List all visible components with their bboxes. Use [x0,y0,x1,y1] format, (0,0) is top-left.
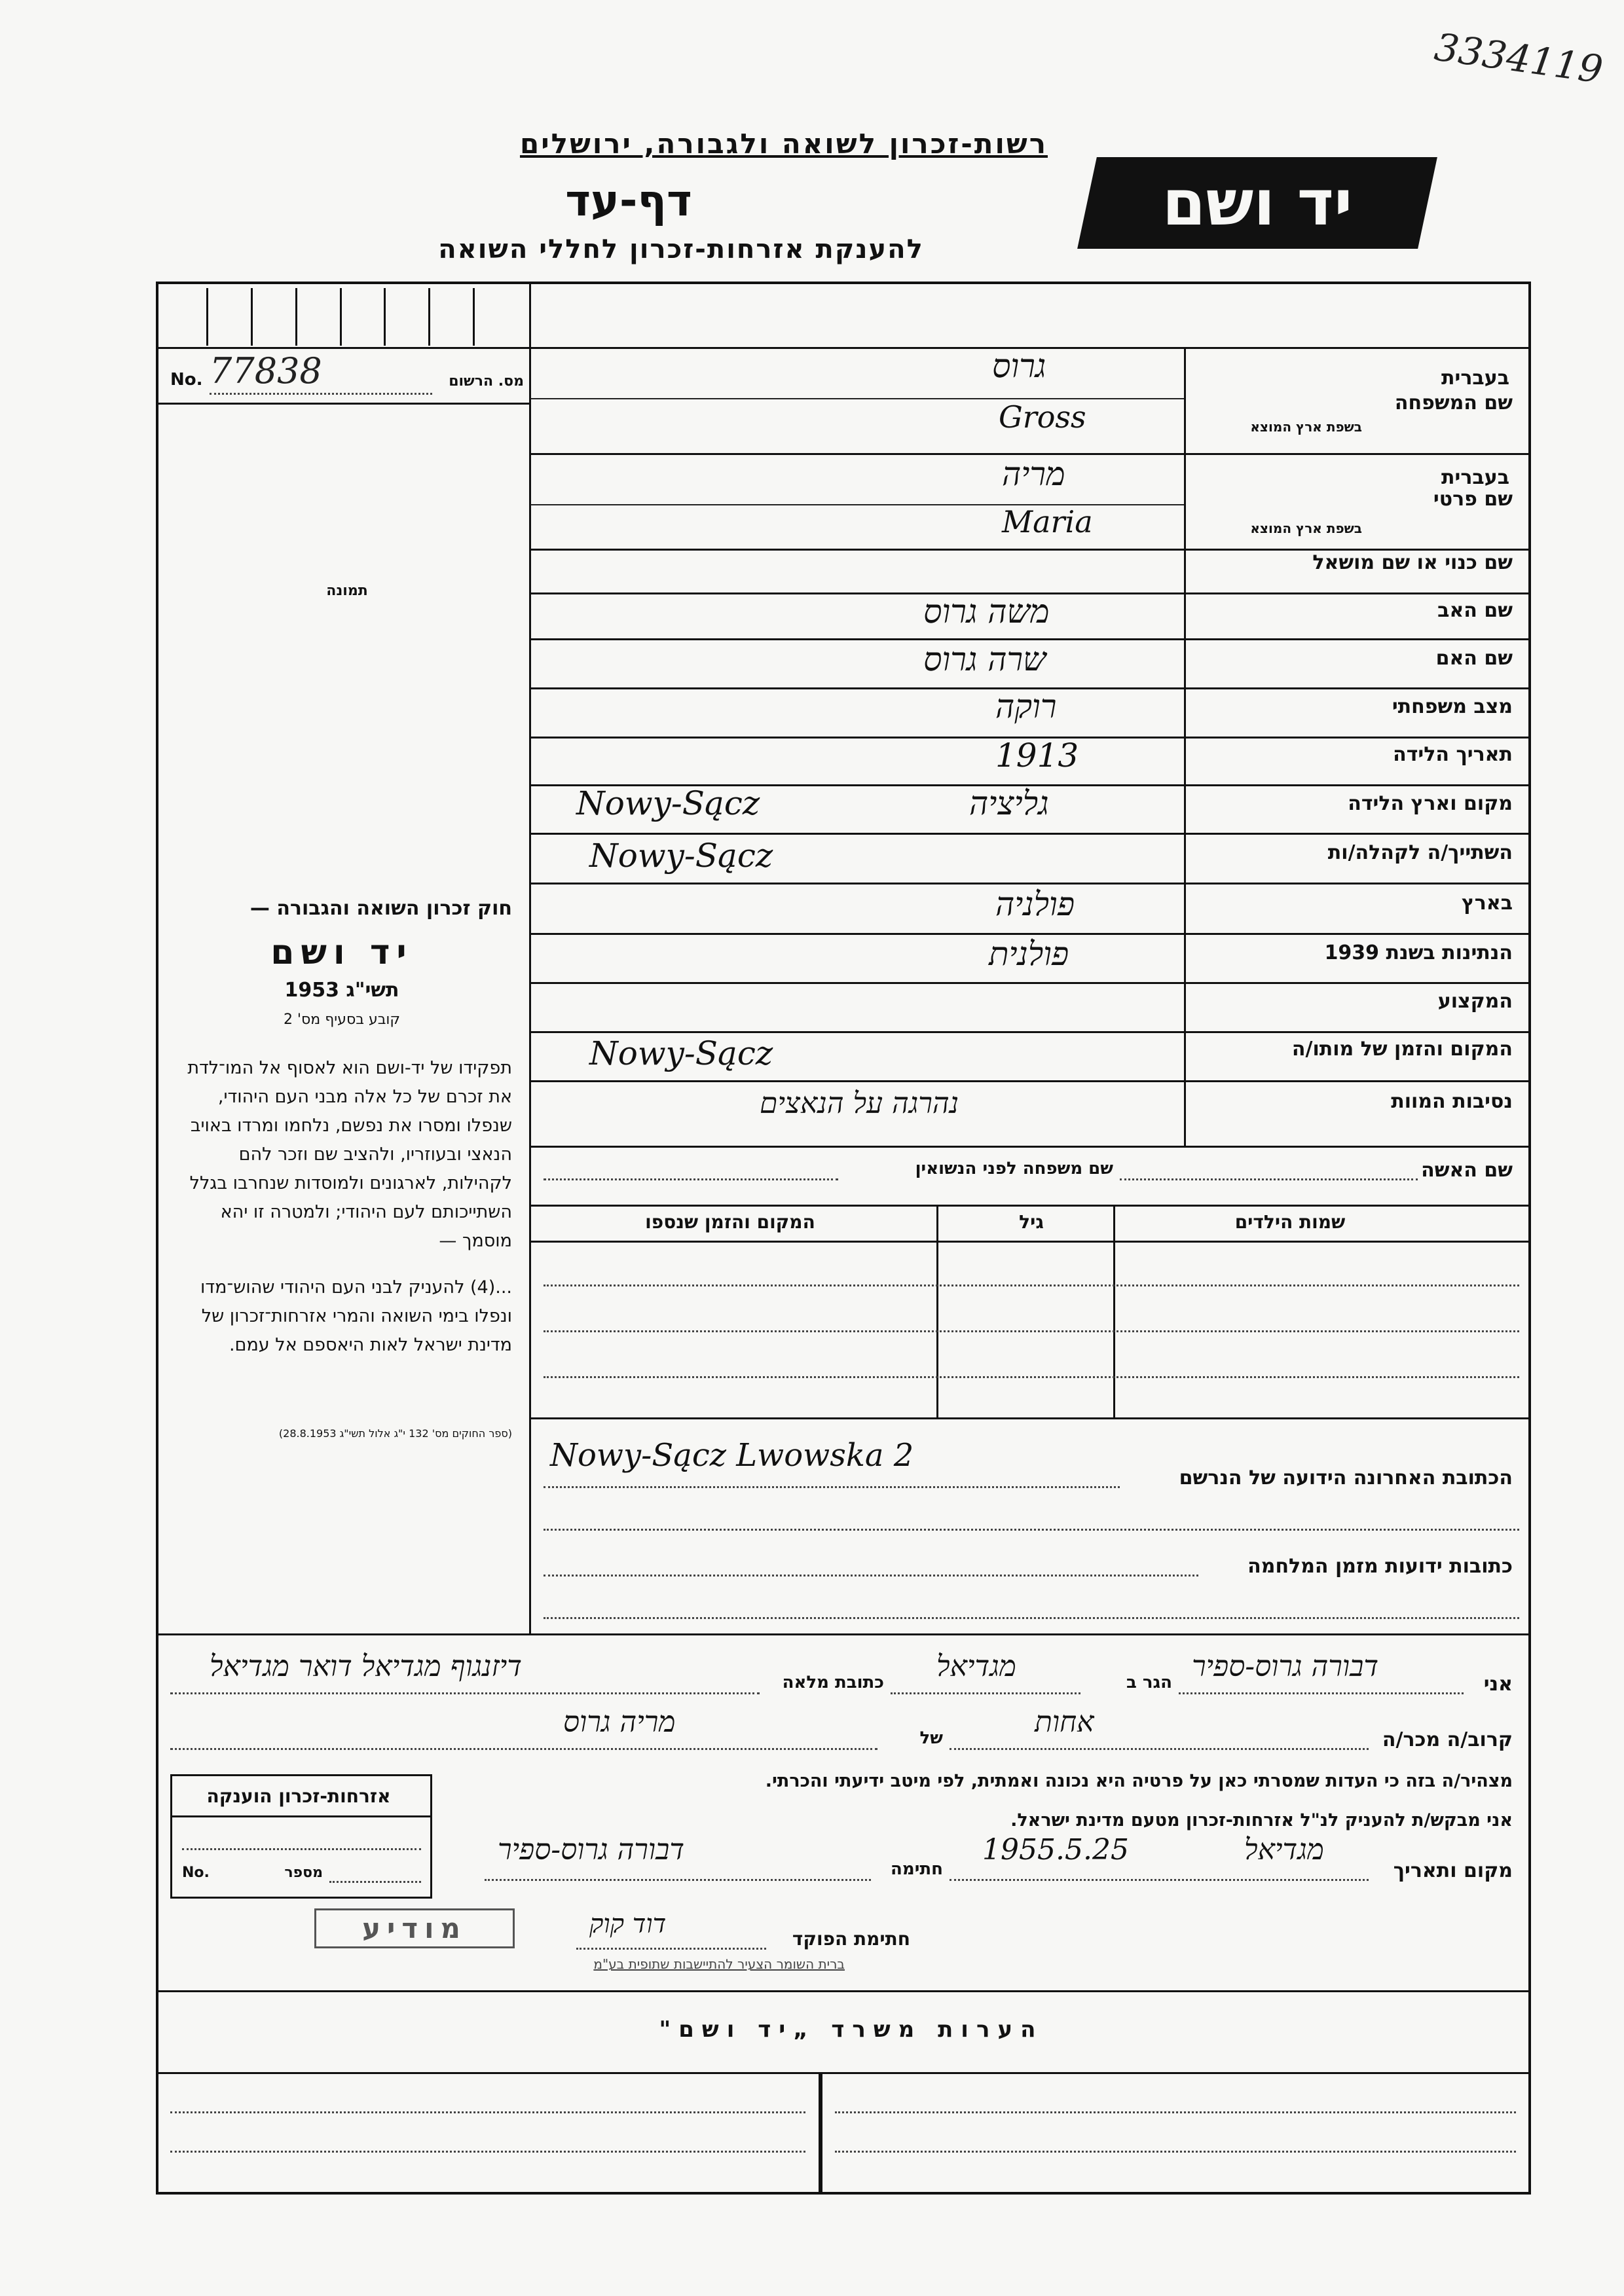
country-value: פולניה [995,885,1075,923]
logo-text: יד ושם [1162,166,1353,240]
birth-place-local: Nowy-Sącz [576,784,760,822]
birth-place-hebrew: גליציה [969,784,1049,822]
death-circ-label: נסיבות המוות [1391,1090,1513,1113]
of-value: מריה גרוס [563,1705,676,1739]
declarant-name: דבורה גרוס-ספיר [1192,1650,1379,1683]
place-date-label: מקום ותאריך [1393,1859,1513,1882]
law-text-1: תפקידו של יד-ושם הוא לאסוף אל המו־לדת את זכרם של כל אלה מבני העם היהודי, שנפלו ומסרו את נפשם, נלחמו ומרדו באויב הנאצי ובעוזריו, ולהציב שם וזכר להם לקהילות, לארגונים ולמוסדות שנחרבו בגלל השתייכותם לעם היהודי; ולמטרה זו יהא מוסמך — [187,1058,512,1251]
mother-label: שם האם [1435,647,1513,670]
citizenship-box-number-label: מספר [284,1865,323,1881]
place-value: מגדיאל [1244,1833,1324,1867]
death-place-value: Nowy-Sącz [589,1034,773,1072]
stamp: מודיע [314,1908,515,1948]
form-subtitle: להענקת אזרחות-זכרון לחללי השואה [438,234,924,264]
citizenship-box [170,1774,432,1899]
first-name-hebrew: מריה [1002,455,1065,493]
local-lang-label-1: בשפת ארץ המוצא [1250,419,1362,435]
authority-line: רשות-זכרון לשואה ולגבורה, ירושלים [519,128,1048,160]
signature-label: חתימה [891,1859,943,1879]
war-addresses-label: כתובות ידועות מזמן המלחמה [1247,1555,1513,1578]
hebrew-label-1: בעברית [1441,367,1509,390]
signature-value: דבורה גרוס-ספיר [498,1833,685,1867]
mother-value: שרה גרוס [923,640,1046,678]
stamp-caption: ברית השומר הצעיר להתיישבות שתופית בע"מ [593,1956,845,1972]
birth-place-label: מקום וארץ הלידה [1348,792,1513,815]
marital-value: רוקה [995,687,1057,725]
community-label: השתייך/ה לקהלה/ות [1327,841,1513,864]
local-lang-label-2: בשפת ארץ המוצא [1250,520,1362,536]
of-label: של [919,1728,943,1748]
date-value: 1955.5.25 [982,1833,1129,1867]
law-title: חוק זכרון השואה והגבורה — [249,897,512,920]
birth-date-value: 1913 [995,737,1079,774]
first-name-label: שם פרטי [1433,488,1513,511]
wife-label: שם האשה [1421,1159,1513,1182]
last-address-label: הכתובת האחרונה הידועה של הנרשם [1179,1467,1513,1489]
yad-vashem-logo [1077,157,1437,249]
full-address-label: כתובת מלאה [782,1673,884,1692]
hebrew-label-2: בעברית [1441,466,1509,489]
reg-number-label: מס. הרשום [449,373,524,390]
officer-value: דוד קוק [589,1909,667,1939]
law-text-2: ...(4) להעניק לבני העם היהודי שהוש־מדו ונפלו בימי השואה והמרי אזרחות־זכרון של מדינת ישראל לאות היאספם אל עמם. [200,1277,512,1355]
archive-number: 3334119 [1431,24,1606,92]
resident-label: הגר ב [1126,1673,1172,1692]
birth-date-label: תאריך הלידה [1393,743,1513,766]
citizenship-label: הנתינות בשנת 1939 [1324,941,1513,964]
statement-1: מצהיר/ה בזה כי העדות שמסרתי כאן על פרטיה היא נכונה ואמתית, לפי מיטב ידיעתי והכרתי. [765,1771,1513,1791]
law-year: תשי"ג 1953 [284,979,399,1002]
maiden-label: שם משפחה לפני הנשואין [915,1159,1113,1178]
office-notes-title: הערות משרד „יד ושם" [659,2016,1044,2043]
full-address-value: דיזנגוף מגדיאל דואר מגדיאל [210,1650,523,1683]
family-name-local: Gross [999,399,1086,435]
last-address-value: Nowy-Sącz Lwowska 2 [550,1437,914,1474]
form-title: דף-עד [565,175,692,226]
i-label: אני [1483,1673,1513,1696]
citizenship-box-title: אזרחות-זכרון הוענקה [206,1785,391,1807]
reg-number-value: 77838 [210,350,322,392]
first-name-local: Maria [1002,504,1093,539]
family-name-label: שם המשפחה [1394,392,1513,414]
community-value: Nowy-Sącz [589,837,773,875]
citizenship-value: פולנית [989,935,1069,973]
father-value: משה גרוס [923,592,1050,630]
relative-label: קרוב/ה מכר/ה [1382,1728,1513,1751]
col-age: גיל [1019,1211,1044,1233]
citizenship-box-no: No. [182,1865,210,1881]
family-name-hebrew: גרוס [992,347,1046,385]
col-children-names: שמות הילדים [1234,1211,1346,1233]
law-name: יד ושם [270,933,413,972]
col-place: המקום והזמן שנספו [645,1211,815,1233]
officer-label: חתימת הפוקד [792,1928,910,1950]
law-clause: קובע בסעיף מס' 2 [283,1011,401,1028]
marital-label: מצב משפחתי [1392,695,1513,718]
code-boxes [164,288,517,346]
profession-label: המקצוע [1437,990,1513,1013]
country-label: בארץ [1461,892,1513,915]
photo-label: תמונה [326,583,368,599]
law-source: (ספר החוקים מס' 132 י"ג אלול תשי"ג 28.8.1953) [278,1427,512,1440]
death-place-label: המקום והזמן של מותו/ה [1291,1038,1513,1061]
nickname-label: שם כנוי או שם מושאל [1312,551,1513,574]
resident-value: מגדיאל [936,1650,1016,1683]
statement-2: אני מבקש/ת להעניק לנ"ל אזרחות-זכרון מטעם מדינת ישראל. [1010,1810,1513,1831]
reg-no-prefix: No. [170,370,203,390]
relative-value: אחות [1035,1705,1094,1739]
father-label: שם האב [1437,599,1513,622]
death-circ-value: נהרגה על הנאצים [760,1087,959,1120]
